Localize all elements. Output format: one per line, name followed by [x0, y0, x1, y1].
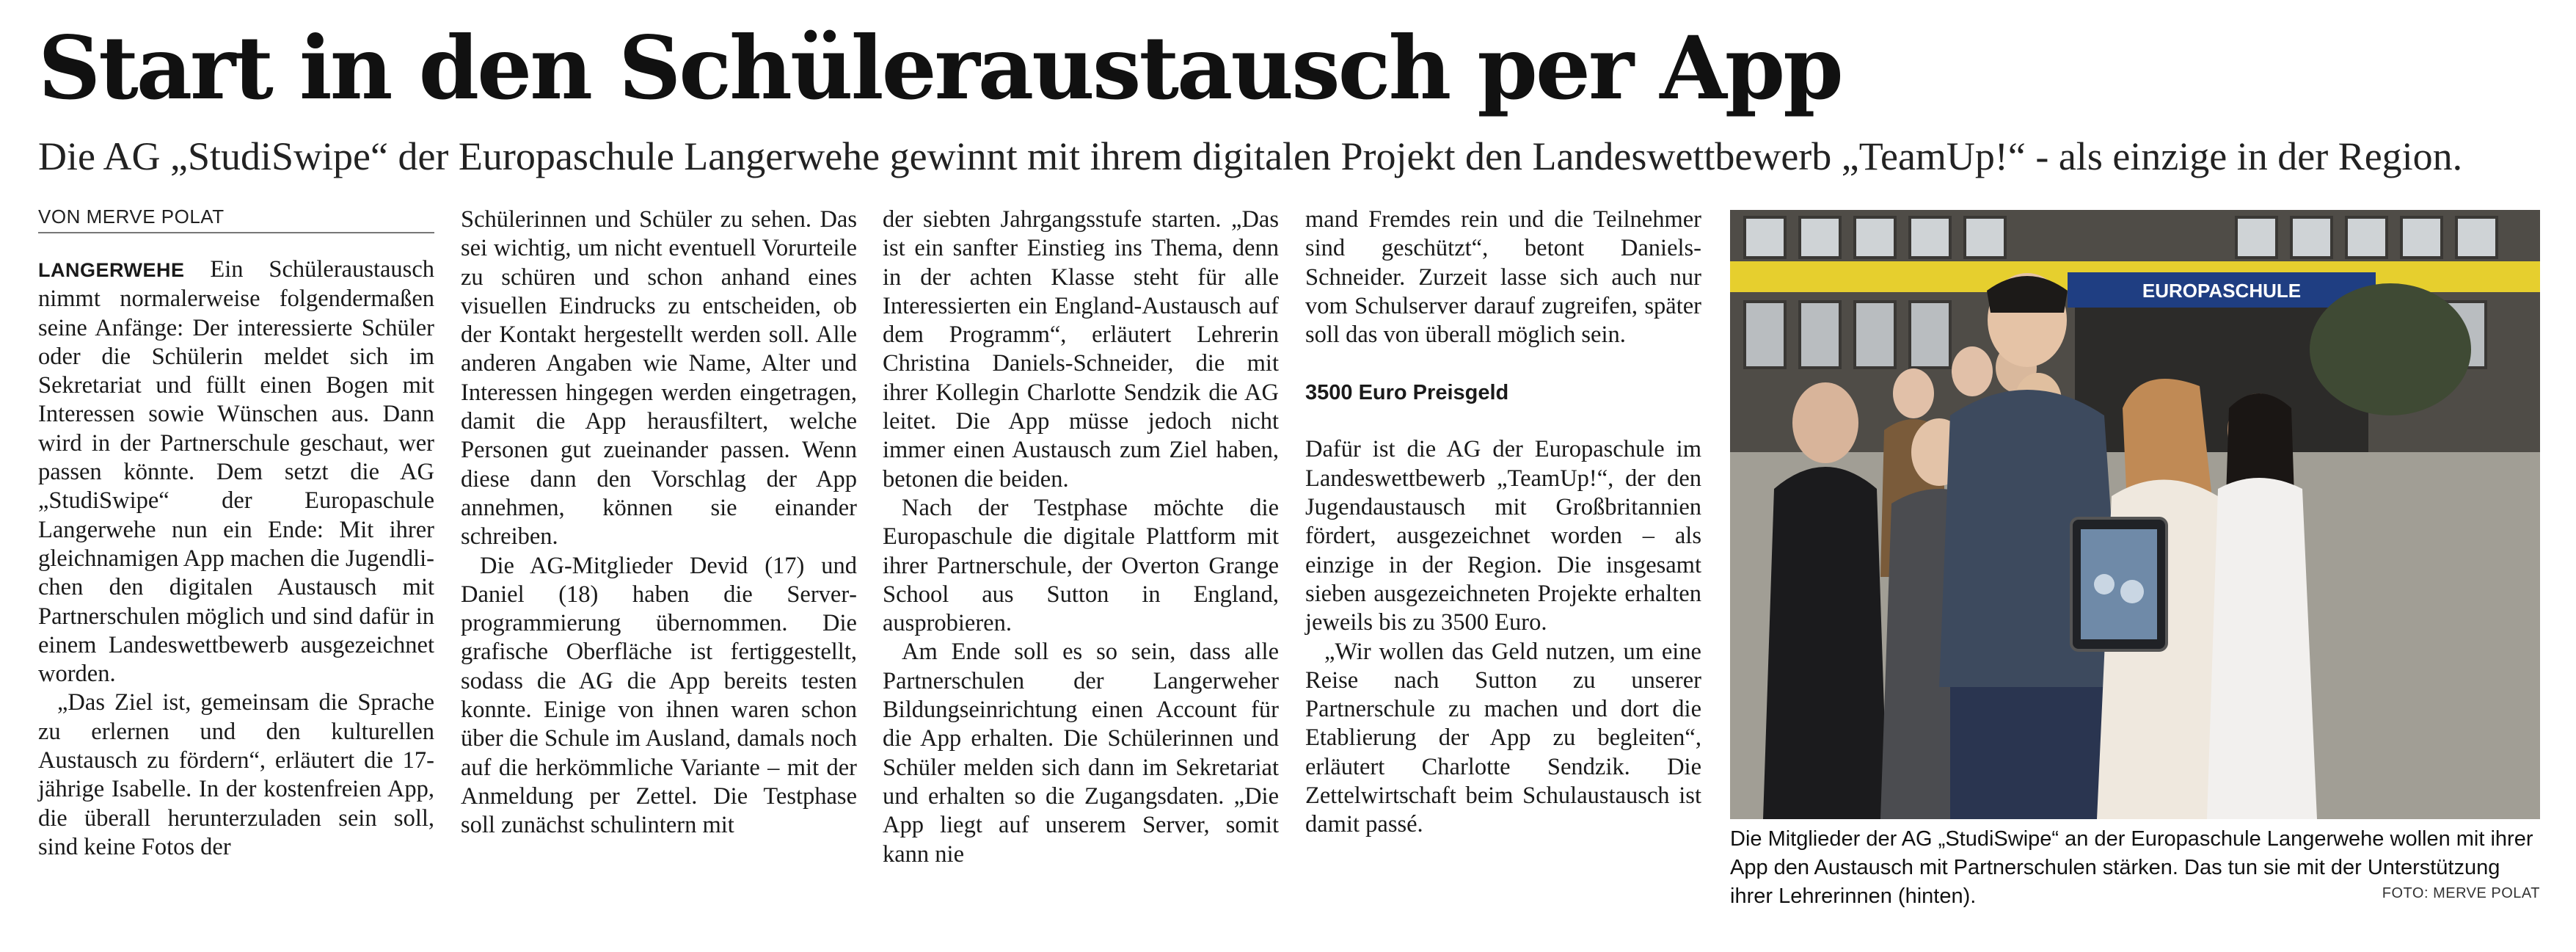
subheadline: Die AG „StudiSwipe“ der Europaschule Langerwehe gewinnt mit ihrem digitalen Projekt den Landeswettbewerb „TeamUp!“ - als einzige in der Region. [38, 134, 2463, 178]
paragraph: Schülerinnen und Schüler zu sehen. Das sei wichtig, um nicht eventuell Vorurteile zu schüren und schon anhand eines visuellen Eindrucks zu entscheiden, ob der Kontakt hergestellt werden soll. Alle anderen Angaben wie Name, Alter und Interessen hingegen werden eingetragen, damit die App herausfiltert, welche Personen gut zueinander passen. Wenn diese dann den Vorschlag der App annehmen, können sie einander schreiben. [461, 206, 857, 551]
crosshead: 3500 Euro Preisgeld [1305, 381, 1509, 405]
paragraph: Dafür ist die AG der Europaschule im Landeswettbewerb „TeamUp!“, der den Jugendaustausch mit Großbritannien fördert, ausgezeichnet worden – als einzige in der Region. Die insgesamt sieben ausgezeichneten Projekte erhalten jeweils bis zu 3500 Euro. [1305, 436, 1701, 636]
paragraph: „Wir wollen das Geld nutzen, um eine Reise nach Sutton zu unserer Partnerschule zu machen und dort die Etablierung der App zu begleiten“, erläutert Charlotte Sendzik. Die Zettelwirtschaft beim Schulaustausch ist damit passé. [1305, 638, 1701, 838]
paragraph: „Das Ziel ist, gemeinsam die Sprache zu erlernen und den kulturellen Austausch zu fördern“, erläutert die 17-jährige Isabelle. In der kostenfreien App, die überall herunterzuladen sein soll, sind keine Fotos der [38, 689, 434, 860]
paragraph: Am Ende soll es so sein, dass alle Partnerschulen der Langerweher Bildungseinrichtung einen Account für die App erhalten. Die Schülerinnen und Schüler melden sich dann im Sekretariat und erhalten so die Zugangsdaten. „Die App liegt auf unserem Server, somit kann nie [883, 639, 1279, 868]
article-column-2 [461, 206, 857, 925]
group-photo [1730, 210, 2540, 819]
headline: Start in den Schüleraustausch per App [38, 17, 1842, 119]
article-column-3 [883, 206, 1279, 925]
article-column-1 [38, 206, 434, 925]
group-photo-illustration [1730, 210, 2540, 819]
byline: VON MERVE POLAT [38, 206, 434, 233]
dateline: LANGERWEHE [38, 259, 185, 281]
paragraph-text: Ein Schüleraustausch nimmt normalerweise folgendermaßen seine Anfänge: Der interessierte Schüler oder die Schülerin meldet sich im Sekretariat und füllt einen Bogen mit Interessen sowie Wünschen aus. Dann wird in der Partnerschule geschaut, wer passen könnte. Dem setzt die AG „StudiSwipe“ der Europaschule Langerwehe nun ein Ende: Mit ihrer gleichnamigen App machen die Jugendlichen den digitalen Austausch mit Partnerschulen möglich und sind dafür in einem Landeswettbewerb ausgezeichnet worden. [38, 256, 434, 688]
photo-credit: FOTO: MERVE POLAT [2382, 885, 2540, 901]
paragraph: der siebten Jahrgangsstufe starten. „Das ist ein sanfter Einstieg ins Thema, denn in der achten Klasse steht für alle Interessierten ein England-Austausch auf dem Programm“, erläutert Lehrerin Christina Daniels-Schneider, die mit ihrer Kollegin Charlotte Sendzik die AG leitet. Die App müsse jedoch nicht immer einen Austausch zum Ziel haben, betonen die beiden. [883, 206, 1279, 493]
paragraph: Nach der Testphase möchte die Europaschule die digitale Plattform mit ihrer Partnerschule, der Overton Grange School aus Sutton in England, ausprobieren. [883, 494, 1279, 637]
building-sign-text: EUROPASCHULE [2142, 280, 2302, 302]
article-column-4 [1305, 206, 1701, 925]
photo-caption: Die Mitglieder der AG „StudiSwipe“ an der Europaschule Langerwehe wollen mit ihrer App den Austausch mit Partnerschulen stärken. Das tun sie mit der Unterstützung ihrer Lehrerinnen (hinten). [1730, 827, 2533, 908]
paragraph: Die AG-Mitglieder Devid (17) und Daniel (18) haben die Serverprogrammierung übernommen. Die grafische Oberfläche ist fertiggestellt, sodass die AG die App bereits testen konnte. Einige von ihnen waren schon über die Schule im Ausland, damals noch auf die herkömmliche Variante – mit der Anmeldung per Zettel. Die Testphase soll zunächst schulintern mit [461, 552, 857, 839]
paragraph [38, 255, 434, 688]
paragraph: mand Fremdes rein und die Teilnehmer sind geschützt“, betont Daniels-Schneider. Zurzeit lasse sich auch nur vom Schulserver darauf zugreifen, später soll das von überall möglich sein. [1305, 206, 1701, 349]
